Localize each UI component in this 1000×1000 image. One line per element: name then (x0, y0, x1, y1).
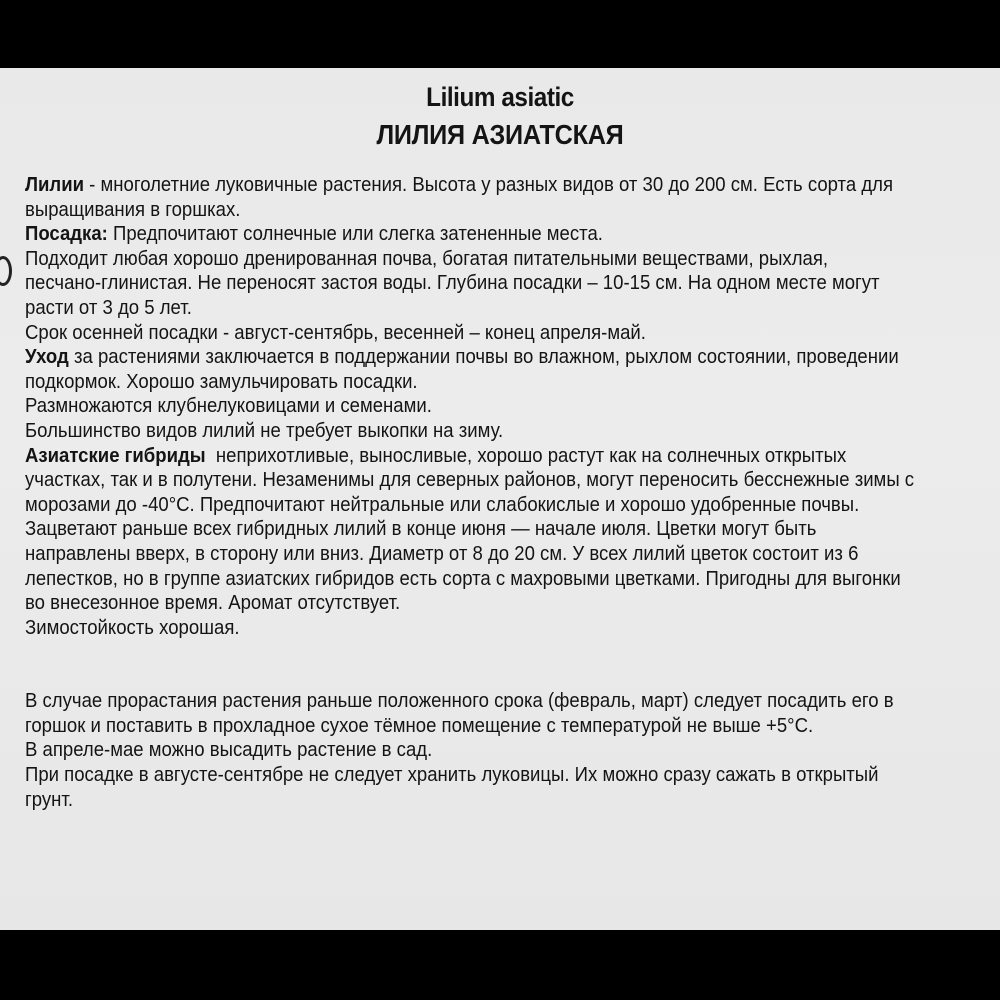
text-line: участках, так и в полутени. Незаменимы для северных районов, могут переносить бесснежные зимы с (25, 468, 915, 492)
text-line: При посадке в августе-сентябре не следует хранить луковицы. Их можно сразу сажать в открытый (25, 763, 879, 787)
text-line: Посадка: Предпочитают солнечные или слегка затененные места. (25, 222, 603, 246)
text-line: подкормок. Хорошо замульчировать посадки. (25, 369, 418, 393)
text-line: Размножаются клубнелуковицами и семенами. (25, 394, 432, 418)
text-line: горшок и поставить в прохладное сухое тёмное помещение с температурой не выше +5°С. (25, 713, 814, 737)
text-line: грунт. (25, 787, 74, 811)
text-line: Подходит любая хорошо дренированная почва, богатая питательными веществами, рыхлая, (25, 246, 829, 270)
text-line: Лилии - многолетние луковичные растения. Высота у разных видов от 30 до 200 см. Есть сорта для (25, 173, 894, 196)
text-line: Азиатские гибриды неприхотливые, выносливые, хорошо растут как на солнечных открытых (25, 443, 847, 467)
title-latin: Lilium asiatic (426, 82, 574, 112)
label-sheet (0, 68, 1000, 930)
bottom-black-band (0, 930, 1000, 1000)
edge-mark-icon (0, 256, 12, 286)
top-black-band (0, 0, 1000, 68)
text-line: во внесезонное время. Аромат отсутствует. (25, 591, 401, 615)
text-line: Срок осенней посадки - август-сентябрь, весенней – конец апреля-май. (25, 320, 646, 344)
text-line: морозами до -40°С. Предпочитают нейтральные или слабокислые и хорошо удобренные почвы. (25, 492, 860, 516)
term-lilies: Лилии (25, 173, 85, 196)
text-line: расти от 3 до 5 лет. (25, 295, 192, 319)
term-planting: Посадка: (25, 222, 108, 246)
text-line: В случае прорастания растения раньше положенного срока (февраль, март) следует посадить его в (25, 689, 894, 713)
description-body (25, 173, 993, 812)
text-line: Уход за растениями заключается в поддержании почвы во влажном, рыхлом состоянии, проведении (25, 345, 899, 369)
text-line: В апреле-мае можно высадить растение в сад. (25, 738, 433, 762)
text-line: Большинство видов лилий не требует выкопки на зиму. (25, 418, 504, 442)
text-line: лепестков, но в группе азиатских гибридов есть сорта с махровыми цветками. Пригодны для выгонки (25, 566, 901, 590)
text-line: песчано-глинистая. Не переносят застоя воды. Глубина посадки – 10-15 см. На одном месте могут (25, 271, 880, 295)
text-line: направлены вверх, в сторону или вниз. Диаметр от 8 до 20 см. У всех лилий цветок состоит из 6 (25, 541, 859, 565)
text-line: Зацветают раньше всех гибридных лилий в конце июня — начале июля. Цветки могут быть (25, 517, 817, 541)
text-line: выращивания в горшках. (25, 197, 241, 221)
title-russian: ЛИЛИЯ АЗИАТСКАЯ (376, 119, 624, 150)
term-care: Уход (25, 345, 69, 369)
text-line: Зимостойкость хорошая. (25, 615, 240, 639)
paragraph-gap (25, 640, 993, 689)
term-asiatic-hybrids: Азиатские гибриды (25, 443, 206, 467)
